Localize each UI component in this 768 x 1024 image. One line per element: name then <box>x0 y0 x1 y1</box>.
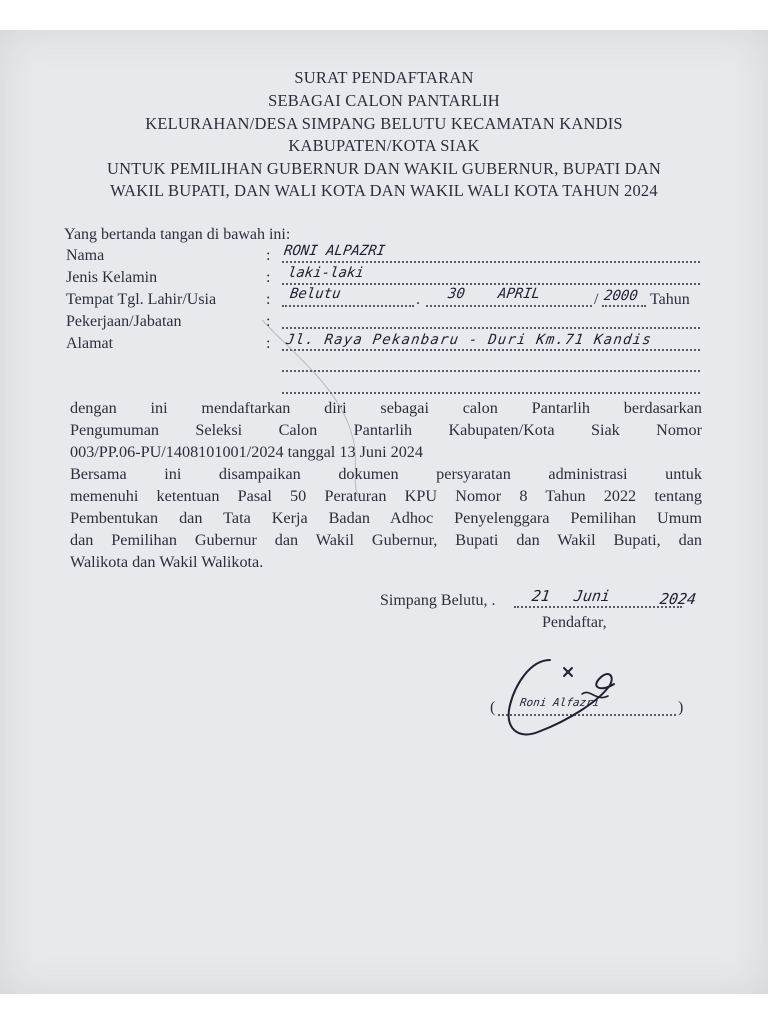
body-paragraph-2-line-4: dan Pemilihan Gubernur dan Wakil Gubernur, Bupati dan Wakil Bupati, dan <box>70 531 702 549</box>
pekerjaan-label: Pekerjaan/Jabatan <box>66 313 182 330</box>
body-paragraph-2-line-2: memenuhi ketentuan Pasal 50 Peraturan KPU Nomor 8 Tahun 2022 tentang <box>70 487 702 505</box>
body-paragraph-2-line-3: Pembentukan dan Tata Kerja Badan Adhoc Penyelenggara Pemilihan Umum <box>70 509 702 527</box>
title-line-2: SEBAGAI CALON PANTARLIH <box>268 91 500 110</box>
nama-label: Nama <box>66 247 105 264</box>
alamat-value: Jl. Raya Pekanbaru - Duri Km.71 Kandis <box>284 332 654 348</box>
jenis-kelamin-value: laki-laki <box>286 265 365 281</box>
body-paragraph-2-line-5: Walikota dan Wakil Walikota. <box>70 553 264 571</box>
signature-role: Pendaftar, <box>542 614 607 631</box>
signature-mark <box>490 630 660 750</box>
close-paren: ) <box>678 699 684 716</box>
colon: : <box>266 335 271 352</box>
separator: / <box>594 291 599 308</box>
title-line-4: KABUPATEN/KOTA SIAK <box>288 136 480 155</box>
colon: : <box>266 313 271 330</box>
signature-place: Simpang Belutu, . <box>380 592 496 609</box>
title-line-1: SURAT PENDAFTARAN <box>294 68 474 87</box>
body-paragraph-1-line-3: 003/PP.06-PU/1408101001/2024 tanggal 13 Juni 2024 <box>70 443 423 461</box>
ttl-suffix: Tahun <box>650 291 690 308</box>
nama-value: RONI ALPAZRI <box>282 243 387 259</box>
ttl-day-value: 30 <box>446 286 466 302</box>
body-paragraph-1-line-1: dengan ini mendaftarkan diri sebagai calon Pantarlih berdasarkan <box>70 399 702 417</box>
fold-crease <box>0 30 768 994</box>
body-paragraph-1-line-2: Pengumuman Seleksi Calon Pantarlih Kabupaten/Kota Siak Nomor <box>70 421 702 439</box>
intro-text: Yang bertanda tangan di bawah ini: <box>64 226 291 243</box>
ttl-place-value: Belutu <box>288 286 342 302</box>
title-line-5: UNTUK PEMILIHAN GUBERNUR DAN WAKIL GUBERNUR, BUPATI DAN <box>107 159 661 178</box>
signature-year: 2024 <box>658 590 698 608</box>
open-paren: ( <box>490 699 496 716</box>
document-page <box>0 30 768 994</box>
ttl-month-value: APRIL <box>496 286 542 302</box>
title-line-3: KELURAHAN/DESA SIMPANG BELUTU KECAMATAN KANDIS <box>145 114 623 133</box>
separator: . <box>416 291 420 308</box>
body-paragraph-2-line-1: Bersama ini disampaikan dokumen persyaratan administrasi untuk <box>70 465 702 483</box>
title-line-6: WAKIL BUPATI, DAN WALI KOTA DAN WAKIL WALI KOTA TAHUN 2024 <box>110 181 658 200</box>
alamat-label: Alamat <box>66 335 114 352</box>
ttl-label: Tempat Tgl. Lahir/Usia <box>66 291 217 308</box>
jenis-kelamin-label: Jenis Kelamin <box>66 269 158 286</box>
signed-name: Roni Alfazri <box>519 696 601 709</box>
colon: : <box>266 247 271 264</box>
signature-month: Juni <box>572 587 612 605</box>
ttl-year-value: 2000 <box>602 288 639 304</box>
colon: : <box>266 291 271 308</box>
colon: : <box>266 269 271 286</box>
signature-day: 21 <box>530 587 552 605</box>
